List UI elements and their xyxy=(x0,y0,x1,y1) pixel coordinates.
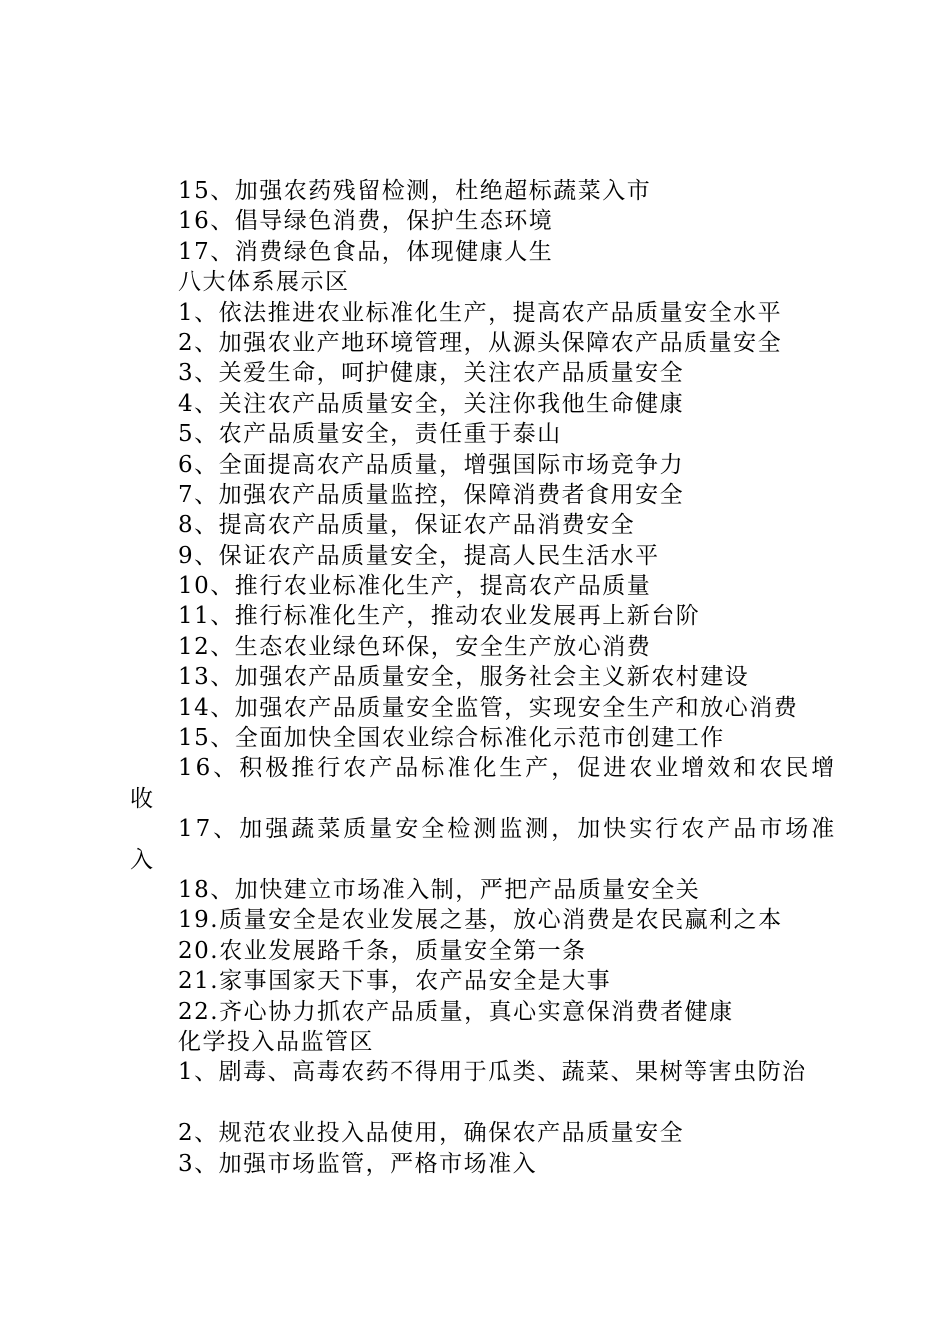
list-item: 18、加快建立市场准入制，严把产品质量安全关 xyxy=(178,876,701,903)
list-item: 15、全面加快全国农业综合标准化示范市创建工作 xyxy=(178,725,725,752)
list-item: 3、加强市场监管，严格市场准入 xyxy=(178,1150,538,1177)
list-item: 20.农业发展路千条，质量安全第一条 xyxy=(178,937,587,964)
list-item: 2、加强农业产地环境管理，从源头保障农产品质量安全 xyxy=(178,329,783,356)
list-item: 12、生态农业绿色环保，安全生产放心消费 xyxy=(178,633,652,660)
list-item-continuation: 入 xyxy=(130,846,155,873)
list-item-wrapped: 17、加强蔬菜质量安全检测监测，加快实行农产品市场准 xyxy=(178,816,838,843)
list-item: 10、推行农业标准化生产，提高农产品质量 xyxy=(178,573,652,600)
section-heading: 八大体系展示区 xyxy=(178,269,350,296)
list-item: 1、剧毒、高毒农药不得用于瓜类、蔬菜、果树等害虫防治 xyxy=(178,1059,807,1086)
list-item-continuation: 收 xyxy=(130,785,155,812)
list-item: 11、推行标准化生产，推动农业发展再上新台阶 xyxy=(178,603,701,630)
blank-line xyxy=(130,1088,842,1118)
document-body xyxy=(130,176,842,1179)
list-item: 9、保证农产品质量安全，提高人民生活水平 xyxy=(178,542,660,569)
list-item: 14、加强农产品质量安全监管，实现安全生产和放心消费 xyxy=(178,694,799,721)
list-item-wrapped: 16、积极推行农产品标准化生产，促进农业增效和农民增 xyxy=(178,755,838,782)
list-item: 22.齐心协力抓农产品质量，真心实意保消费者健康 xyxy=(178,998,734,1025)
list-item: 3、关爱生命，呵护健康，关注农产品质量安全 xyxy=(178,360,685,387)
list-item: 4、关注农产品质量安全，关注你我他生命健康 xyxy=(178,390,685,417)
list-item: 7、加强农产品质量监控，保障消费者食用安全 xyxy=(178,481,685,508)
list-item: 1、依法推进农业标准化生产，提高农产品质量安全水平 xyxy=(178,299,783,326)
paragraph-line: 15、加强农药残留检测，杜绝超标蔬菜入市 xyxy=(178,178,652,204)
paragraph-line: 17、消费绿色食品，体现健康人生 xyxy=(178,238,554,265)
paragraph-line: 16、倡导绿色消费，保护生态环境 xyxy=(178,208,554,235)
list-item: 13、加强农产品质量安全，服务社会主义新农村建设 xyxy=(178,664,750,691)
list-item: 2、规范农业投入品使用，确保农产品质量安全 xyxy=(178,1120,685,1147)
list-item: 21.家事国家天下事，农产品安全是大事 xyxy=(178,968,612,995)
list-item: 6、全面提高农产品质量，增强国际市场竞争力 xyxy=(178,451,685,478)
list-item: 19.质量安全是农业发展之基，放心消费是农民赢利之本 xyxy=(178,907,783,934)
section-heading: 化学投入品监管区 xyxy=(178,1028,374,1055)
list-item: 8、提高农产品质量，保证农产品消费安全 xyxy=(178,512,636,539)
list-item: 5、农产品质量安全，责任重于泰山 xyxy=(178,421,562,448)
